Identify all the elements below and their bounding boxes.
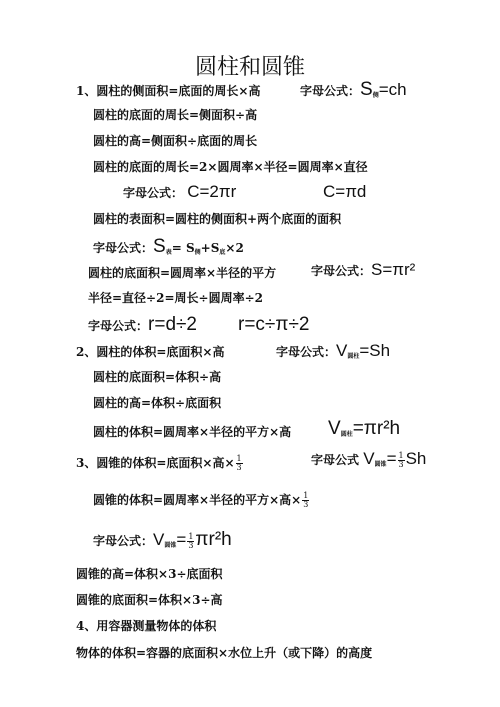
line-cone-base-area: 圆锥的底面积=体积×3÷高 [76,593,223,607]
formula-surface-area: 字母公式：$S_表= S_侧+S_底\times 2$ [93,236,244,257]
formula-cylinder-volume: 字母公式：$V_{圆柱}=Sh$ [276,341,391,360]
line-height: 圆柱的高=侧面积÷底面的周长 [93,134,258,148]
line-base-perimeter: 圆柱的底面的周长=侧面积÷高 [93,108,258,122]
formula-perimeter: 字母公式： C=2πr [123,182,237,201]
line-cyl-height: 圆柱的高=体积÷底面积 [93,396,222,410]
formula-perimeter-diameter: C=πd [323,182,367,201]
section-4-heading: 4、用容器测量物体的体积 [76,619,217,633]
fraction-one-third: $\frac{1}{3}$ [188,532,194,550]
page-title: 圆柱和圆锥 [194,55,305,80]
formula-radius: 字母公式：r=d÷2 [88,314,197,335]
formula-cone-volume-r: 字母公式：$V_{圆锥}=$ $\frac{1}{3}$ πr²h [93,529,232,550]
line-cyl-volume: 圆柱的体积=圆周率×半径的平方×高 [93,425,292,439]
section-2-heading: 2、圆柱的体积=底面积×高 [76,345,225,359]
line-object-volume: 物体的体积=容器的底面积×水位上升（或下降）的高度 [76,646,373,660]
line-surface-area: 圆柱的表面积=圆柱的侧面积+两个底面的面积 [93,212,342,226]
formula-cone-volume: 字母公式 $V_{圆锥}=$ $\frac{1}{3}$ Sh [311,449,427,469]
fraction-one-third: $\frac{1}{3}$ [236,454,242,472]
section-1-heading: 1、圆柱的侧面积=底面的周长×高 [76,84,261,98]
line-cyl-base-area: 圆柱的底面积=体积÷高 [93,370,222,384]
fraction-one-third: $\frac{1}{3}$ [303,491,309,509]
line-cone-volume: 圆锥的体积=圆周率×半径的平方×高× $\frac{1}{3}$ [93,491,309,509]
formula-lateral-area: 字母公式：$S_侧=ch$ [300,79,407,100]
fraction-one-third: $\frac{1}{3}$ [398,451,404,469]
formula-base-area: 字母公式：S=πr² [311,260,416,279]
line-radius: 半径=直径÷2=周长÷圆周率÷2 [88,291,263,305]
formula-radius-circumference: r=c÷π÷2 [238,314,310,335]
line-cone-height: 圆锥的高=体积×3÷底面积 [76,567,223,581]
formula-cylinder-volume-r: $V_{圆柱}=\pi r^2h$ [328,418,401,439]
line-perimeter: 圆柱的底面的周长=2×圆周率×半径=圆周率×直径 [93,160,368,174]
section-3-heading: 3、圆锥的体积=底面积×高× $\frac{1}{3}$ [76,454,242,472]
line-base-area: 圆柱的底面积=圆周率×半径的平方 [88,266,277,280]
